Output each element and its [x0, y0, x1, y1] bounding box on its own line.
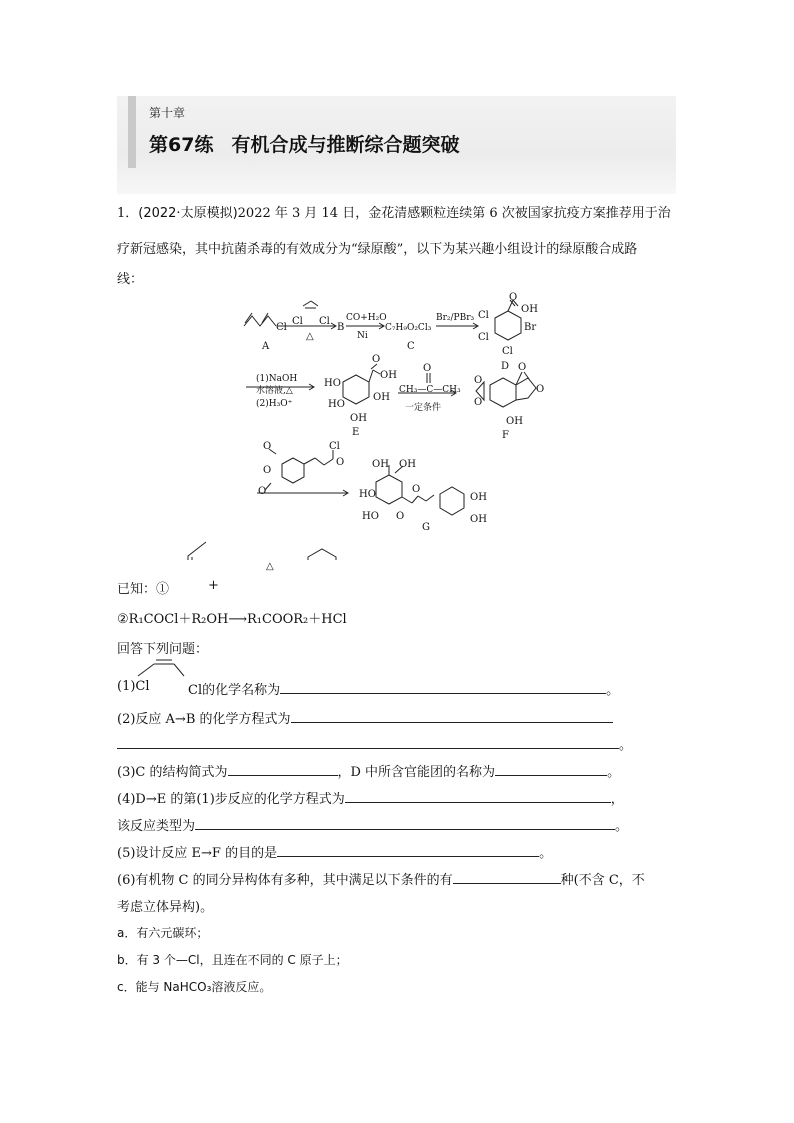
- q2-line-2: [117, 734, 632, 753]
- q1-text: 的化学名称为: [202, 683, 281, 698]
- q2-period: 。: [619, 738, 633, 753]
- label-d-cl-2: Cl: [478, 332, 489, 343]
- label-D: D: [501, 361, 510, 372]
- q4-answer-blank-2[interactable]: [195, 815, 615, 830]
- lesson-title: 有机合成与推断综合题突破: [231, 134, 460, 156]
- q6-line-2: 考虑立体异构)。: [117, 900, 214, 915]
- label-f-oh: OH: [506, 416, 523, 427]
- label-acetone-o: O: [423, 363, 432, 374]
- q2-text: (2)反应 A→B 的化学方程式为: [117, 712, 291, 727]
- label-acyl-o-1: O: [263, 441, 272, 452]
- label-g-o-2: O: [412, 484, 421, 495]
- label-g-ho-2: HO: [362, 511, 379, 522]
- label-acyl-o-4: O: [336, 457, 345, 468]
- label-f-o-4: O: [536, 384, 545, 395]
- label-e-oh-1: OH: [373, 392, 390, 403]
- label-g-o-1: O: [396, 511, 405, 522]
- q4-line: [117, 788, 624, 807]
- q4-text: (4)D→E 的第(1)步反应的化学方程式为: [117, 792, 345, 807]
- label-condition: 一定条件: [405, 403, 442, 413]
- condition-c: c．能与 NaHCO₃溶液反应。: [117, 980, 272, 994]
- q5-period: 。: [539, 846, 553, 861]
- question-number: 1．: [117, 206, 139, 221]
- q5-text: (5)设计反应 E→F 的目的是: [117, 846, 278, 861]
- q6-text-b: 种(不含 C，不: [560, 873, 645, 888]
- synthesis-scheme: [0, 0, 794, 560]
- q2-answer-blank-2[interactable]: [117, 734, 619, 749]
- q4-line-2: [117, 815, 628, 834]
- q5-line: [117, 842, 552, 861]
- q4-period: 。: [615, 819, 629, 834]
- lesson-number: 第67练: [149, 134, 214, 156]
- q5-answer-blank[interactable]: [277, 842, 539, 857]
- q2-line: [117, 708, 613, 727]
- chapter-label: 第十章: [149, 106, 186, 120]
- label-acyl-o-3: O: [258, 486, 267, 497]
- label-d-oh: OH: [521, 304, 538, 315]
- label-g-oh-2: OH: [399, 459, 416, 470]
- label-A: A: [262, 341, 270, 352]
- dichloroethylene-structure: [130, 658, 190, 678]
- label-acetone: CH₃—C—CH₃: [399, 385, 461, 395]
- label-e-oh-2: OH: [350, 413, 367, 424]
- label-F: F: [502, 430, 509, 441]
- question-source: (2022·太原模拟): [138, 206, 238, 221]
- q1-period: 。: [606, 683, 620, 698]
- label-g-ho-1: HO: [359, 489, 376, 500]
- q1-cl: Cl: [188, 683, 203, 698]
- answer-intro: 回答下列问题：: [117, 642, 209, 657]
- label-e-o: O: [372, 354, 381, 365]
- q3-answer-blank-1[interactable]: [228, 761, 338, 776]
- q6-line: [117, 869, 645, 888]
- label-g-oh-1: OH: [372, 459, 389, 470]
- label-reagent-ni: Ni: [357, 331, 368, 341]
- known-rule-2: ②R₁COCl＋R₂OH⟶R₁COOR₂＋HCl: [117, 612, 347, 627]
- question-intro-line-3: 线：: [117, 272, 144, 287]
- label-acyl-o-2: O: [263, 465, 272, 476]
- label-step1: (1)NaOH: [256, 374, 298, 384]
- known-heat: △: [266, 561, 274, 572]
- label-reagent-co: CO+H₂O: [346, 313, 387, 323]
- q4b-text: 该反应类型为: [117, 819, 196, 834]
- q3-text-b: ，D 中所含官能团的名称为: [337, 765, 496, 780]
- label-reagent-br: Br₂/PBr₃: [436, 313, 475, 323]
- label-step1b: 水溶液,△: [256, 386, 293, 396]
- condition-b: b．有 3 个—Cl，且连在不同的 C 原子上；: [117, 953, 348, 967]
- q4-comma: ，: [610, 792, 624, 807]
- label-f-o-1: O: [474, 375, 483, 386]
- label-heat-1: △: [306, 331, 314, 342]
- q3-answer-blank-2[interactable]: [495, 761, 607, 776]
- label-d-cl-1: Cl: [478, 310, 489, 321]
- label-d-cl-3: Cl: [502, 346, 513, 357]
- label-step2: (2)H₃O⁺: [256, 399, 293, 409]
- q2-answer-blank-1[interactable]: [291, 708, 613, 723]
- q1-line: [188, 679, 619, 698]
- label-e-oh-3: OH: [380, 370, 397, 381]
- label-d-o: O: [509, 292, 518, 303]
- label-E: E: [352, 427, 360, 438]
- q6-text-a: (6)有机物 C 的同分异构体有多种，其中满足以下条件的有: [117, 873, 453, 888]
- known-plus: +: [208, 578, 219, 593]
- q1-prefix: (1)Cl: [117, 679, 150, 694]
- question-intro-line-2: 疗新冠感染，其中抗菌杀毒的有效成分为“绿原酸”，以下为某兴趣小组设计的绿原酸合成路: [117, 242, 638, 257]
- label-cl-reagent-2: Cl: [319, 316, 330, 327]
- label-g-oh-3: OH: [470, 492, 487, 503]
- label-G: G: [422, 522, 430, 533]
- label-cl-a: Cl: [276, 322, 287, 333]
- label-cl-reagent-1: Cl: [292, 316, 303, 327]
- q3-line: [117, 761, 620, 780]
- label-acyl-cl: Cl: [329, 441, 340, 452]
- label-C: C: [407, 341, 415, 352]
- q3-text-a: (3)C 的结构简式为: [117, 765, 228, 780]
- known-label: 已知：①: [117, 582, 170, 597]
- q6-answer-blank[interactable]: [453, 869, 561, 884]
- label-f-o-3: O: [518, 362, 527, 373]
- label-g-oh-4: OH: [470, 514, 487, 525]
- label-B: B: [337, 322, 345, 333]
- label-e-ho-1: HO: [324, 378, 341, 389]
- label-f-o-2: O: [474, 397, 483, 408]
- label-e-ho-2: HO: [328, 399, 345, 410]
- q4-answer-blank-1[interactable]: [345, 788, 611, 803]
- q3-period: 。: [607, 765, 621, 780]
- question-intro-1: 2022 年 3 月 14 日，金花清感颗粒连续第 6 次被国家抗疫方案推荐用于治: [237, 206, 671, 221]
- q1-answer-blank[interactable]: [280, 679, 606, 694]
- label-formula-c: C₇H₉O₂Cl₃: [385, 323, 432, 333]
- label-d-br: Br: [524, 322, 537, 333]
- condition-a: a．有六元碳环；: [117, 926, 209, 940]
